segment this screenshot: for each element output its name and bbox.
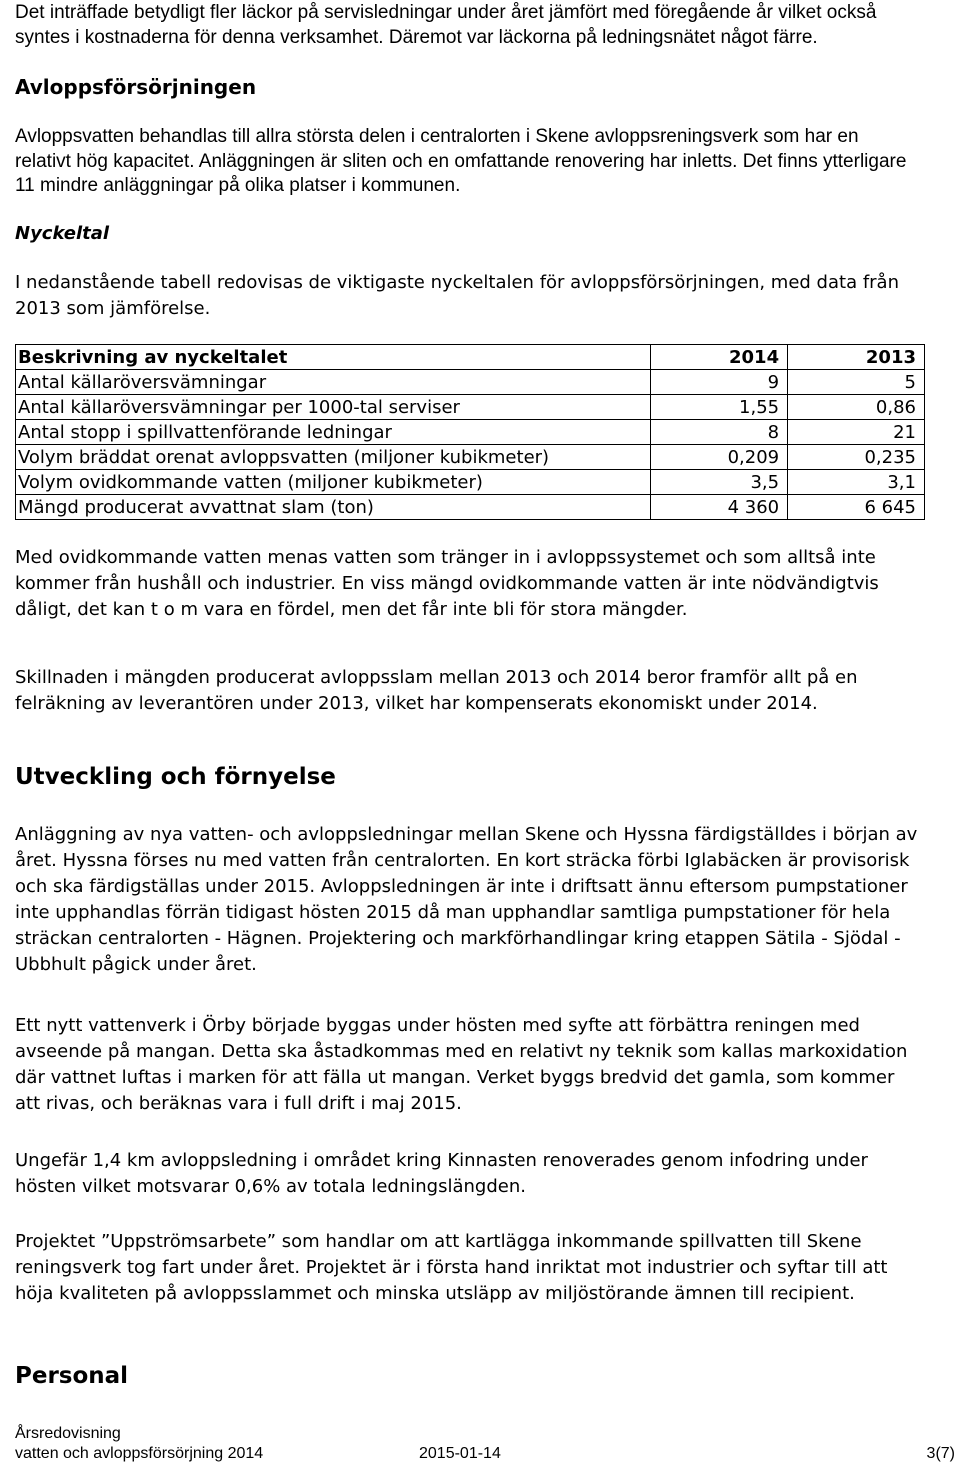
- slam-paragraph: Skillnaden i mängden producerat avloppsslam mellan 2013 och 2014 beror framför allt på en felräkning av leverantören under 2013, vilket har kompenserats ekonomiskt under 2014.: [15, 667, 858, 714]
- ovidkommande-paragraph: Med ovidkommande vatten menas vatten som tränger in i avloppssystemet och som alltså inte kommer från hushåll och industrier. En viss mängd ovidkommande vatten är inte nödvändigtvis dåligt, det kan t o m vara en fördel, men det får inte bli för stora mängder.: [15, 547, 879, 620]
- kpi-cell-description: Antal källaröversvämningar per 1000-tal serviser: [16, 395, 651, 420]
- kpi-cell-2014: 8: [651, 420, 788, 445]
- table-row: [16, 495, 925, 520]
- utveckling-paragraph-3: Ungefär 1,4 km avloppsledning i området kring Kinnasten renoverades genom infodring under hösten vilket motsvarar 0,6% av totala ledningslängden.: [15, 1150, 868, 1197]
- utveckling-paragraph-4: Projektet ”Uppströmsarbete” som handlar om att kartlägga inkommande spillvatten till Skene reningsverk tog fart under året. Projektet är i första hand inriktat mot industrier och syftar till att höja kvaliteten på avloppsslammet och minska utsläpp av miljöstörande ämnen till recipient.: [15, 1231, 888, 1304]
- avlopp-paragraph: Avloppsvatten behandlas till allra största delen i centralorten i Skene avloppsreningsverk som har en relativt hög kapacitet. Anläggningen är sliten och en omfattande renovering har inletts. Det finns ytterligare 11 mindre anläggningar på olika platser i kommunen.: [15, 126, 907, 196]
- kpi-cell-2014: 9: [651, 370, 788, 395]
- footer-date: 2015-01-14: [419, 1445, 501, 1462]
- kpi-cell-2013: 3,1: [788, 470, 925, 495]
- heading-personal: Personal: [15, 1363, 129, 1389]
- kpi-cell-2014: 3,5: [651, 470, 788, 495]
- kpi-cell-description: Volym bräddat orenat avloppsvatten (miljoner kubikmeter): [16, 445, 651, 470]
- intro-paragraph: Det inträffade betydligt fler läckor på servisledningar under året jämfört med föregående år vilket också syntes i kostnaderna för denna verksamhet. Däremot var läckorna på ledningsnätet något färre.: [15, 2, 877, 48]
- nyckeltal-intro: I nedanstående tabell redovisas de viktigaste nyckeltalen för avloppsförsörjningen, med data från 2013 som jämförelse.: [15, 272, 899, 319]
- utveckling-paragraph-1: Anläggning av nya vatten- och avloppsledningar mellan Skene och Hyssna färdigställdes i början av året. Hyssna förses nu med vatten från centralorten. En kort sträcka förbi Iglabäcken är provisorisk och ska färdigställas under 2015. Avloppsledningen är inte i driftsatt ännu eftersom pumpstationer inte upphandlas förrän tidigast hösten 2015 då man upphandlar samtliga pumpstationer för hela sträckan centralorten - Hägnen. Projektering och markförhandlingar kring etappen Sätila - Sjödal - Ubbhult pågick under året.: [15, 824, 918, 975]
- kpi-cell-2014: 1,55: [651, 395, 788, 420]
- table-row: [16, 370, 925, 395]
- footer-report-subtitle: vatten och avloppsförsörjning 2014: [15, 1445, 264, 1462]
- kpi-cell-2014: 4 360: [651, 495, 788, 520]
- kpi-header-description: Beskrivning av nyckeltalet: [16, 345, 651, 370]
- kpi-header-2014: 2014: [651, 345, 788, 370]
- table-row: [16, 470, 925, 495]
- footer-page-number: 3(7): [926, 1445, 955, 1462]
- heading-avlopp: Avloppsförsörjningen: [15, 75, 257, 99]
- heading-utveckling: Utveckling och förnyelse: [15, 764, 336, 790]
- table-row: [16, 445, 925, 470]
- kpi-cell-description: Antal stopp i spillvattenförande ledningar: [16, 420, 651, 445]
- kpi-cell-description: Antal källaröversvämningar: [16, 370, 651, 395]
- table-row: [16, 420, 925, 445]
- kpi-header-2013: 2013: [788, 345, 925, 370]
- kpi-cell-description: Volym ovidkommande vatten (miljoner kubikmeter): [16, 470, 651, 495]
- kpi-cell-2014: 0,209: [651, 445, 788, 470]
- heading-nyckeltal: Nyckeltal: [15, 223, 110, 244]
- kpi-cell-2013: 21: [788, 420, 925, 445]
- kpi-cell-2013: 0,235: [788, 445, 925, 470]
- kpi-cell-2013: 6 645: [788, 495, 925, 520]
- kpi-cell-2013: 5: [788, 370, 925, 395]
- kpi-cell-2013: 0,86: [788, 395, 925, 420]
- kpi-cell-description: Mängd producerat avvattnat slam (ton): [16, 495, 651, 520]
- table-row: [16, 395, 925, 420]
- utveckling-paragraph-2: Ett nytt vattenverk i Örby började byggas under hösten med syfte att förbättra reningen med avseende på mangan. Detta ska åstadkommas med en relativt ny teknik som kallas markoxidation där vattnet luftas i marken för att fälla ut mangan. Verket byggs bredvid det gamla, som kommer att rivas, och beräknas vara i full drift i maj 2015.: [15, 1015, 908, 1114]
- footer-report-title: Årsredovisning: [15, 1425, 121, 1442]
- kpi-table: [15, 344, 925, 520]
- page-footer: [15, 1425, 955, 1467]
- kpi-table-header-row: [16, 345, 925, 370]
